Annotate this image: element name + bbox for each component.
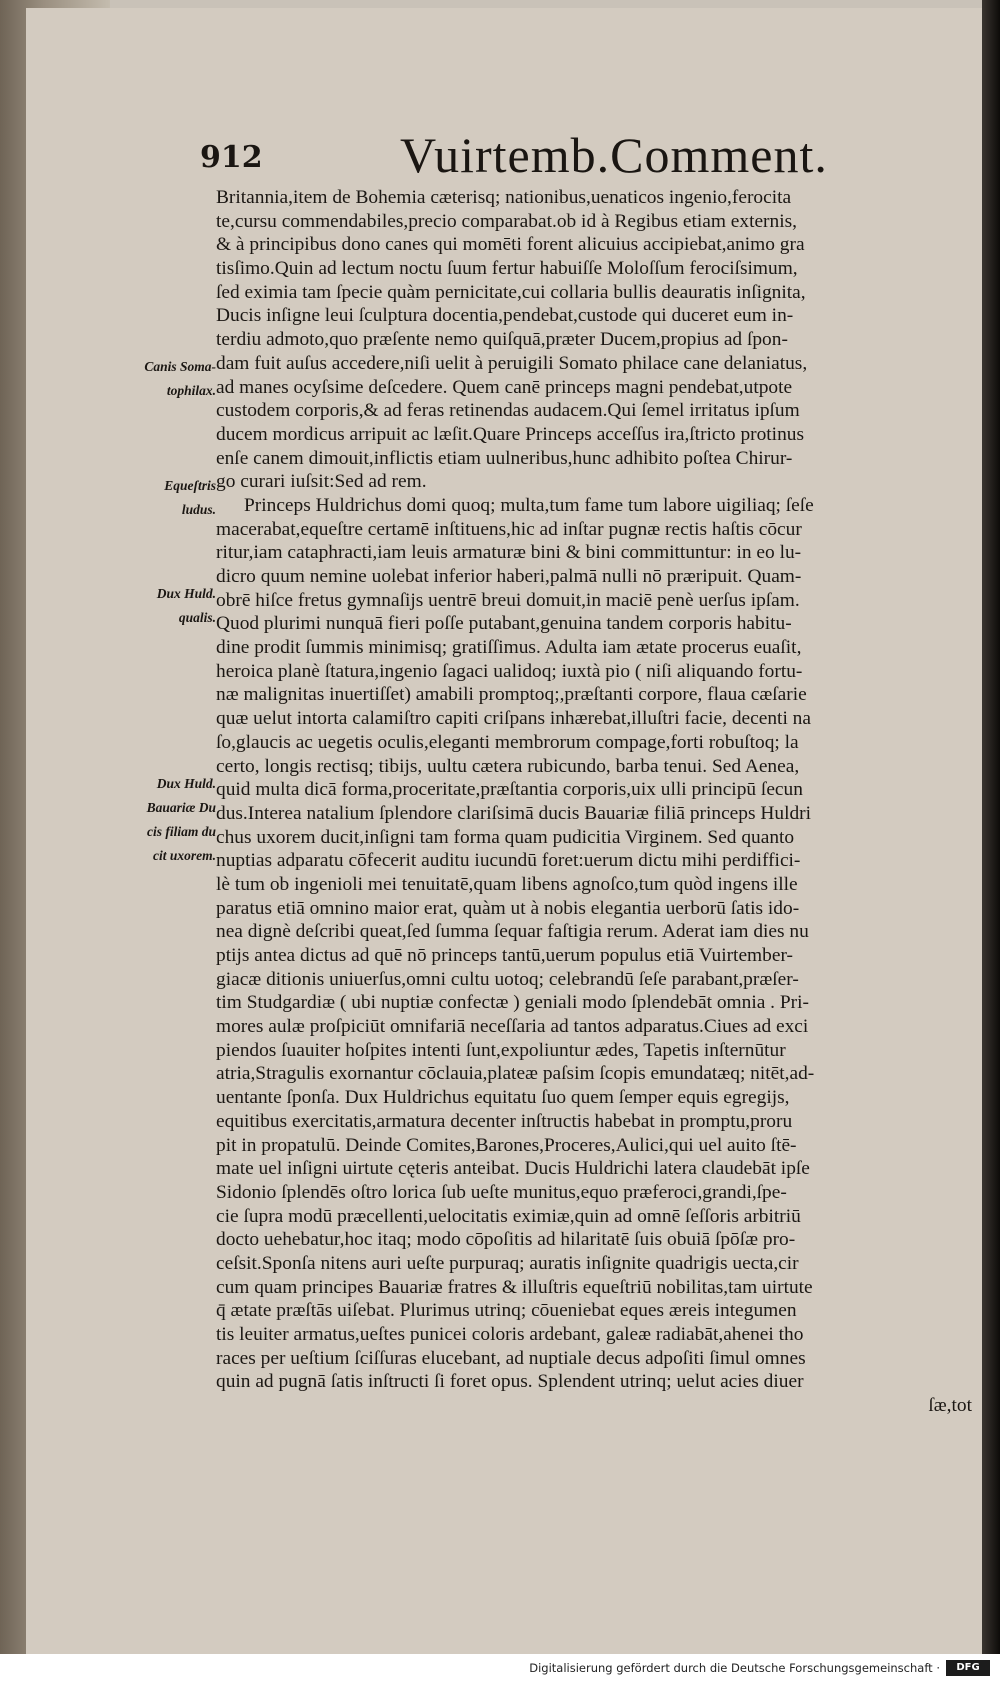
text-line: tis leuiter armatus,ueſtes punicei coloris ardebant, galeæ radiabāt,ahenei tho bbox=[216, 1324, 804, 1345]
text-line: dam fuit auſus accedere,niſi uelit à peruigili Somato philace cane delaniatus, bbox=[216, 352, 808, 374]
text-line: docto uehebatur,hoc itaq; modo cōpoſitis ad hilaritatē ſuis obuiā ſpōſæ pro- bbox=[216, 1229, 796, 1251]
text-line: dus.Interea natalium ſplendore clariſsimā ducis Bauariæ filiā princeps Huldri bbox=[216, 802, 812, 824]
margin-note: qualis. bbox=[178, 610, 216, 625]
text-line: q̄ ætate præſtās uiſebat. Plurimus utrinq; cōueniebat eques æreis integumen bbox=[216, 1300, 797, 1322]
text-line: cum quam principes Bauariæ fratres & illuſtris equeſtriū nobilitas,tam uirtute bbox=[216, 1276, 813, 1298]
margin-note: Bauariæ Du bbox=[146, 800, 216, 815]
text-line: ad manes ocyſsime deſcedere. Quem canē princeps magni pendebat,utpote bbox=[216, 376, 793, 398]
text-line: dicro quum nemine uolebat inferior haberi,palmā nulli nō præripuit. Quam- bbox=[216, 566, 802, 587]
text-line: ducem mordicus arripuit ac læſit.Quare Princeps acceſſus ira,ſtricto protinus bbox=[216, 423, 805, 445]
text-line: terdiu admoto,quo præſente nemo quiſquā,præter Ducem,propius ad ſpon- bbox=[216, 329, 788, 351]
text-line: enſe canem dimouit,inflictis etiam uulneribus,hunc adhibito poſtea Chirur- bbox=[216, 447, 793, 469]
margin-note: cit uxorem. bbox=[153, 848, 216, 863]
text-line: lè tum ob ingenioli mei tenuitatē,quam libens agnoſco,tum quòd ingens ille bbox=[216, 873, 798, 895]
text-line: custodem corporis,& ad feras retinendas audacem.Qui ſemel irritatus ipſum bbox=[216, 400, 800, 422]
footer-credit: Digitalisierung gefördert durch die Deutsche Forschungsgemeinschaft · bbox=[529, 1661, 940, 1675]
text-line: quin ad pugnā ſatis inſtructi ſi foret opus. Splendent utrinq; uelut acies diuer bbox=[216, 1371, 804, 1393]
text-line: paratus etiā omnino maior erat, quàm ut à nobis elegantia uerborū ſatis ido- bbox=[216, 897, 800, 919]
text-line: ſæ,tot bbox=[928, 1395, 972, 1417]
digitization-footer bbox=[0, 1654, 1000, 1683]
text-line: mores aulæ proſpiciūt omnifariā neceſſaria ad tantos adparatus.Ciues ad exci bbox=[216, 1016, 809, 1038]
text-line: Princeps Huldrichus domi quoq; multa,tum fame tum labore uigiliaq; ſeſe bbox=[244, 494, 814, 516]
text-line: nuptias adparatu cōfecerit auditu iucundū foret:uerum dictu mihi perdiffici- bbox=[216, 850, 801, 872]
text-line: mate uel inſigni uirtute cęteris anteibat. Ducis Huldrichi latera claudebāt ipſe bbox=[216, 1158, 810, 1180]
text-line: pit in propatulū. Deinde Comites,Barones,Proceres,Aulici,qui uel auito ſtē- bbox=[216, 1134, 797, 1156]
text-line: atria,Stragulis exornantur cōclauia,plateæ paſsim ſcopis emundatæq; nitēt,ad- bbox=[216, 1063, 815, 1085]
text-line: ſo,glaucis ac uegetis oculis,eleganti membrorum compage,forti robuſtoq; la bbox=[216, 731, 799, 753]
text-line: & à principibus dono canes qui momēti forent alicuius accipiebat,animo gra bbox=[216, 234, 805, 256]
text-line: piendos ſuauiter hoſpites intenti ſunt,expoliuntur ædes, Tapetis inſternūtur bbox=[216, 1039, 786, 1061]
running-title: Vuirtemb.Comment. bbox=[400, 127, 828, 183]
text-line: ſed eximia tam ſpecie quàm pernicitate,cui collaria bullis deauratis inſignita, bbox=[216, 281, 806, 303]
text-line: certo, longis rectisq; tibijs, uultu cætera rubicundo, barba tenui. Sed Aenea, bbox=[216, 755, 800, 777]
page-number: 912 bbox=[200, 140, 263, 175]
text-line: races per ueſtium ſciſſuras elucebant, ad nuptiale decus adpoſiti ſimul omnes bbox=[216, 1347, 806, 1369]
text-line: uentante ſponſa. Dux Huldrichus equitatu ſuo quem ſemper equis egregijs, bbox=[216, 1087, 790, 1109]
text-line: ceſsit.Sponſa nitens auri ueſte purpuraq; auratis inſignite quadrigis uecta,cir bbox=[216, 1252, 799, 1274]
text-line: Sidonio ſplendēs oſtro lorica ſub ueſte munitus,equo præferoci,grandi,ſpe- bbox=[216, 1181, 787, 1203]
dfg-logo: DFG bbox=[946, 1660, 990, 1676]
text-line: Quod plurimi nunquā fieri poſſe putabant,genuina tandem corporis habitu- bbox=[216, 613, 792, 635]
text-line: ritur,iam cataphracti,iam leuis armaturæ bini & bini committuntur: in eo lu- bbox=[216, 542, 802, 564]
margin-note: Canis Soma- bbox=[144, 359, 216, 374]
main-text bbox=[216, 186, 972, 1418]
text-line: quæ uelut intorta calamiſtro capiti criſpans inhærebat,illuſtri facie, decenti na bbox=[216, 708, 811, 730]
text-line: te,cursu commendabiles,precio comparabat.ob id à Regibus etiam externis, bbox=[216, 210, 797, 232]
text-line: obrē hiſce fretus gymnaſijs uentrē breui domuit,in maciē penè uerſus ipſam. bbox=[216, 589, 800, 611]
text-line: tisſimo.Quin ad lectum noctu ſuum fertur habuiſſe Moloſſum ferociſsimum, bbox=[216, 258, 798, 280]
margin-note: tophilax. bbox=[166, 383, 216, 398]
text-line: heroica planè ſtatura,ingenio ſagaci ualidoq; iuxtà pio ( niſi aliquando fortu- bbox=[216, 660, 803, 682]
margin-note: Dux Huld. bbox=[156, 776, 216, 791]
text-line: tim Studgardiæ ( ubi nuptiæ confectæ ) geniali modo ſplendebāt omnia . Pri- bbox=[216, 992, 809, 1014]
text-line: nea dignè deſcribi queat,ſed ſumma ſequar faſtigia rerum. Aderat iam dies nu bbox=[216, 921, 809, 943]
text-line: macerabat,equeſtre certamē inſtituens,hic ad inſtar pugnæ rectis haſtis cōcur bbox=[216, 518, 802, 540]
text-line: Britannia,item de Bohemia cæterisq; nationibus,uenaticos ingenio,ferocita bbox=[216, 187, 792, 208]
margin-note: Dux Huld. bbox=[156, 586, 216, 601]
margin-note: cis filiam du bbox=[146, 824, 216, 839]
text-line: ptijs antea dictus ad quē nō princeps tantū,uerum populus etiā Vuirtember- bbox=[216, 945, 793, 966]
page-edge-shadow bbox=[982, 0, 1000, 1683]
text-line: Ducis inſigne leui ſculptura docentia,pendebat,custode qui duceret eum in- bbox=[216, 305, 794, 327]
text-line: equitibus exercitatis,armatura decenter inſtructis habebat in promptu,proru bbox=[216, 1110, 793, 1132]
margin-note: ludus. bbox=[181, 502, 216, 517]
text-line: næ malignitas inuertiſſet) amabili promptoq;,præſtanti corpore, flaua cæſarie bbox=[216, 684, 807, 706]
text-line: go curari iuſsit:Sed ad rem. bbox=[216, 471, 427, 493]
margin-note: Equeſtris bbox=[164, 478, 216, 493]
text-line: chus uxorem ducit,inſigni tam forma quam pudicitia Virginem. Sed quanto bbox=[216, 826, 795, 848]
text-line: cie ſupra modū præcellenti,uelocitatis eximiæ,quin ad omnē ſeſſoris arbitriū bbox=[216, 1205, 801, 1227]
text-line: dine prodit ſummis minimisq; gratiſſimus. Adulta iam ætate procerus euaſit, bbox=[216, 637, 802, 659]
text-line: giacæ ditionis uniuerſus,omni cultu uotoq; celebrandū ſeſe parabant,præſer- bbox=[216, 968, 799, 990]
text-line: quid multa dicā forma,proceritate,præſtantia corporis,uix ulli principū ſecun bbox=[216, 779, 803, 801]
